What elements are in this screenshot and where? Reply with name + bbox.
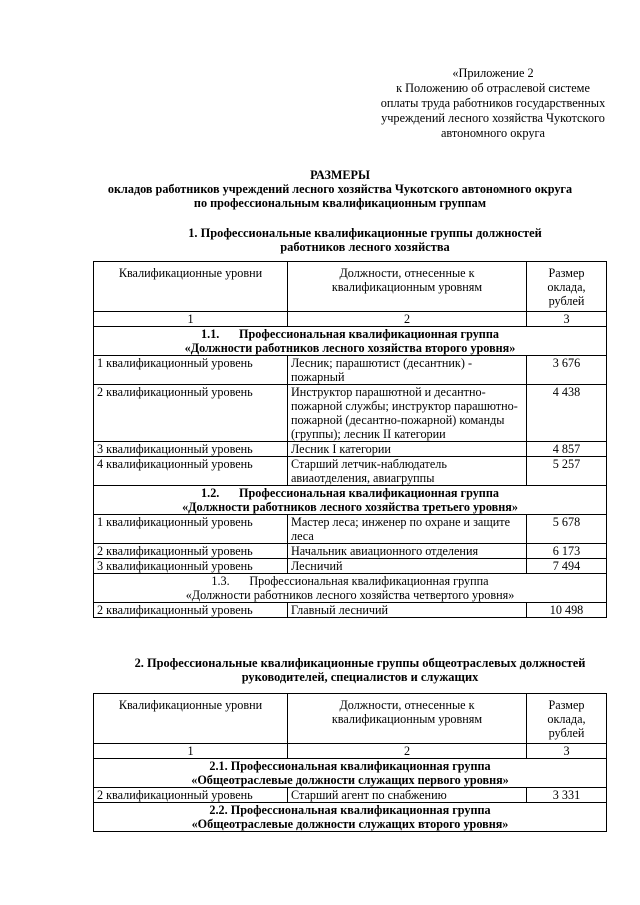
table-row: [94, 544, 607, 559]
column-number: 2: [288, 312, 527, 327]
column-number-row: [94, 312, 607, 327]
group-header-row: [94, 803, 607, 832]
header-positions: Должности, отнесенные к квалификационным уровням: [288, 694, 527, 744]
table-row: [94, 385, 607, 442]
section1-heading-line: работников лесного хозяйства: [280, 240, 450, 254]
section1-heading: [150, 226, 580, 254]
positions-cell: Главный лесничий: [288, 603, 527, 618]
table-header-row: [94, 262, 607, 312]
group-header-row: [94, 759, 607, 788]
salary-cell: 5 257: [527, 457, 607, 486]
section1-heading-line: 1. Профессиональные квалификационные группы должностей: [188, 226, 542, 240]
header-levels: Квалификационные уровни: [94, 694, 288, 744]
positions-cell: Лесник I категории: [288, 442, 527, 457]
salary-cell: 3 676: [527, 356, 607, 385]
level-cell: 1 квалификационный уровень: [94, 515, 288, 544]
level-cell: 4 квалификационный уровень: [94, 457, 288, 486]
appendix-line: к Положению об отраслевой системе: [396, 81, 590, 95]
salary-cell: 4 857: [527, 442, 607, 457]
positions-cell: Лесник; парашютист (десантник) - пожарный: [288, 356, 527, 385]
group-title-line: Профессиональная квалификационная группа: [239, 327, 499, 341]
group-title: [94, 803, 607, 832]
table-row: [94, 603, 607, 618]
document-title: [60, 168, 620, 210]
salary-cell: 5 678: [527, 515, 607, 544]
salary-cell: 3 331: [527, 788, 607, 803]
header-positions: Должности, отнесенные к квалификационным уровням: [288, 262, 527, 312]
group-header-row: [94, 327, 607, 356]
column-number: 3: [527, 312, 607, 327]
title-line: окладов работников учреждений лесного хозяйства Чукотского автономного округа: [107, 182, 573, 196]
salary-table-2: [93, 693, 607, 832]
column-number: 3: [527, 744, 607, 759]
section2-heading-line: руководителей, специалистов и служащих: [241, 670, 479, 684]
table-row: [94, 356, 607, 385]
salary-cell: 7 494: [527, 559, 607, 574]
group-title-line: Профессиональная квалификационная группа: [249, 574, 489, 588]
group-title: [94, 486, 607, 515]
group-title: [94, 327, 607, 356]
salary-cell: 6 173: [527, 544, 607, 559]
group-number: 1.1.: [201, 327, 220, 341]
group-header-row: [94, 486, 607, 515]
positions-cell: Мастер леса; инженер по охране и защите леса: [288, 515, 527, 544]
header-salary: Размер оклада, рублей: [527, 694, 607, 744]
group-title-line: Профессиональная квалификационная группа: [239, 486, 499, 500]
salary-cell: 4 438: [527, 385, 607, 442]
positions-cell: Старший летчик-наблюдатель авиаотделения, авиагруппы: [288, 457, 527, 486]
group-title: [94, 574, 607, 603]
column-number: 1: [94, 312, 288, 327]
section2-heading-line: 2. Профессиональные квалификационные группы общеотраслевых должностей: [134, 656, 586, 670]
table-row: [94, 457, 607, 486]
level-cell: 2 квалификационный уровень: [94, 385, 288, 442]
positions-cell: Инструктор парашютной и десантно-пожарной службы; инструктор парашютно-пожарной (десантно-пожарной) команды (группы); лесник II категории: [288, 385, 527, 442]
group-title-line: «Должности работников лесного хозяйства четвертого уровня»: [185, 588, 515, 602]
group-title-line: «Общеотраслевые должности служащих первого уровня»: [191, 773, 509, 787]
appendix-line: учреждений лесного хозяйства Чукотского: [381, 111, 605, 125]
group-number: 1.2.: [201, 486, 220, 500]
table-header-row: [94, 694, 607, 744]
positions-cell: Старший агент по снабжению: [288, 788, 527, 803]
level-cell: 2 квалификационный уровень: [94, 544, 288, 559]
group-title-line: «Должности работников лесного хозяйства второго уровня»: [184, 341, 516, 355]
positions-cell: Лесничий: [288, 559, 527, 574]
appendix-line: «Приложение 2: [452, 66, 534, 80]
header-salary: Размер оклада, рублей: [527, 262, 607, 312]
appendix-note: [368, 66, 618, 141]
level-cell: 1 квалификационный уровень: [94, 356, 288, 385]
table-row: [94, 515, 607, 544]
table-row: [94, 788, 607, 803]
group-number: 1.3.: [211, 574, 230, 588]
column-number: 1: [94, 744, 288, 759]
column-number-row: [94, 744, 607, 759]
appendix-line: оплаты труда работников государственных: [380, 96, 606, 110]
title-line: по профессиональным квалификационным группам: [193, 196, 487, 210]
header-levels: Квалификационные уровни: [94, 262, 288, 312]
table-row: [94, 559, 607, 574]
salary-cell: 10 498: [527, 603, 607, 618]
title-line: РАЗМЕРЫ: [310, 168, 370, 182]
level-cell: 2 квалификационный уровень: [94, 788, 288, 803]
group-title-line: «Общеотраслевые должности служащих второго уровня»: [191, 817, 509, 831]
level-cell: 3 квалификационный уровень: [94, 442, 288, 457]
group-title-line: «Должности работников лесного хозяйства третьего уровня»: [182, 500, 518, 514]
group-title-line: 2.2. Профессиональная квалификационная группа: [209, 803, 491, 817]
level-cell: 2 квалификационный уровень: [94, 603, 288, 618]
salary-table-1: [93, 261, 607, 618]
positions-cell: Начальник авиационного отделения: [288, 544, 527, 559]
section2-heading: [85, 656, 635, 684]
group-header-row: [94, 574, 607, 603]
group-title-line: 2.1. Профессиональная квалификационная группа: [209, 759, 491, 773]
column-number: 2: [288, 744, 527, 759]
appendix-line: автономного округа: [440, 126, 546, 140]
level-cell: 3 квалификационный уровень: [94, 559, 288, 574]
table-row: [94, 442, 607, 457]
group-title: [94, 759, 607, 788]
